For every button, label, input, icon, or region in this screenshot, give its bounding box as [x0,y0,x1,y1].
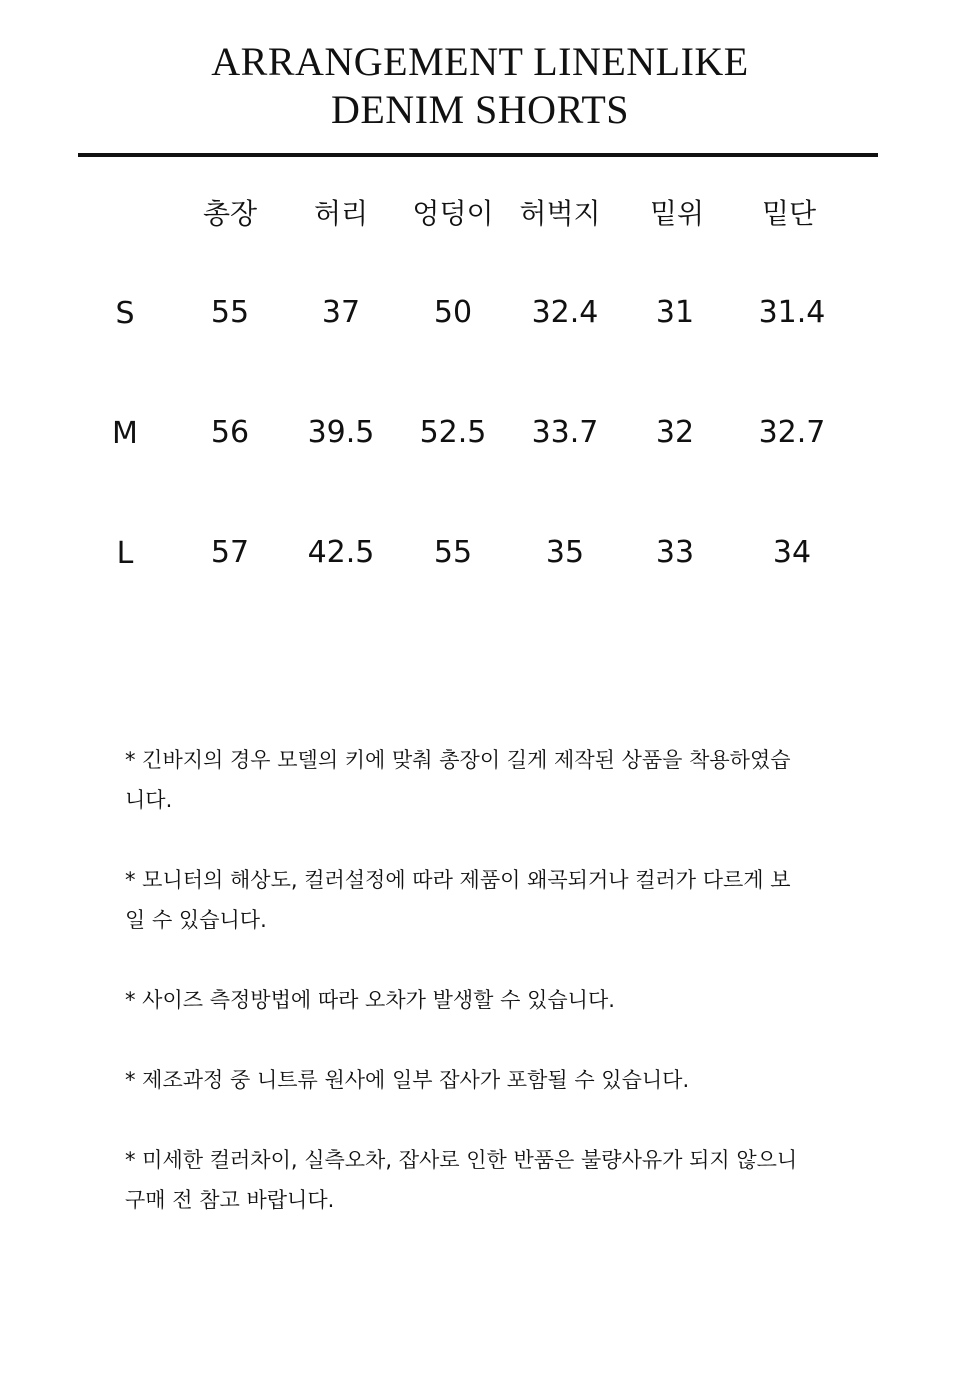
note-item [125,860,845,940]
table-cell: 31 [655,295,695,330]
note-item [125,740,845,820]
note-item [125,980,845,1020]
table-cell: 56 [210,415,250,450]
table-cell: 32.7 [758,415,826,450]
title-line-2: DENIM SHORTS [330,87,630,132]
row-label-m: M [112,416,138,451]
table-cell: 57 [210,535,250,570]
table-cell: 31.4 [758,295,826,330]
note-line: * 모니터의 해상도, 컬러설정에 따라 제품이 왜곡되거나 컬러가 다르게 보 [125,868,791,892]
row-label-l: L [116,536,134,571]
notes-section [125,740,845,1260]
note-line: 구매 전 참고 바랍니다. [125,1188,335,1212]
note-line: * 미세한 컬러차이, 실측오차, 잡사로 인한 반품은 불량사유가 되지 않으니 [125,1148,798,1172]
table-cell: 39.5 [307,415,375,450]
table-cell: 33 [655,535,695,570]
table-cell: 37 [321,295,361,330]
table-cell: 50 [433,295,473,330]
note-item [125,1140,845,1220]
table-cell: 52.5 [419,415,487,450]
note-item [125,1060,845,1100]
note-line: 일 수 있습니다. [125,908,267,932]
note-line: * 사이즈 측정방법에 따라 오차가 발생할 수 있습니다. [125,988,615,1012]
header-length: 총장 [202,197,258,230]
title-line-1: ARRANGEMENT LINENLIKE [211,39,749,84]
header-rise: 밑위 [649,197,705,230]
note-line: * 제조과정 중 니트류 원사에 일부 잡사가 포함될 수 있습니다. [125,1068,690,1092]
header-waist: 허리 [313,197,369,230]
table-cell: 32 [655,415,695,450]
table-cell: 55 [433,535,473,570]
table-cell: 55 [210,295,250,330]
table-cell: 34 [772,535,812,570]
header-hem: 밑단 [761,197,817,230]
header-thigh: 허벅지 [519,197,601,230]
row-label-s: S [115,296,135,331]
table-cell: 32.4 [531,295,599,330]
note-line: * 긴바지의 경우 모델의 키에 맞춰 총장이 길게 제작된 상품을 착용하였습 [125,748,791,772]
header-hip: 엉덩이 [412,197,494,230]
table-cell: 42.5 [307,535,375,570]
table-cell: 35 [545,535,585,570]
note-line: 니다. [125,788,173,812]
size-table [0,0,960,620]
table-cell: 33.7 [531,415,599,450]
